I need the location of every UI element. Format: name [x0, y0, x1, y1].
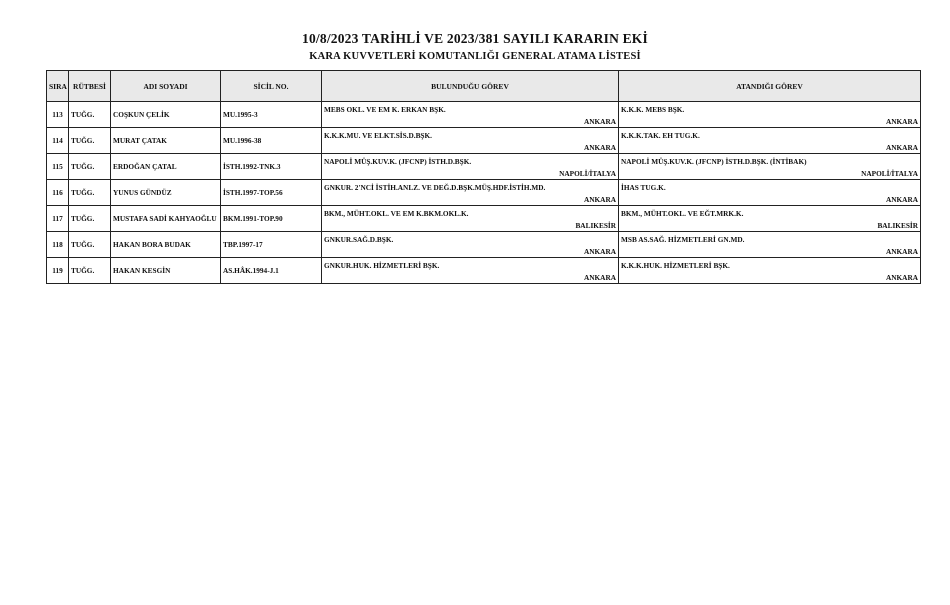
bulundugu-gorev-text: GNKUR.SAĞ.D.BŞK.: [324, 235, 394, 244]
table-row: [47, 258, 921, 284]
table-header-row: [47, 71, 921, 102]
atandigi-gorev-text: K.K.K.HUK. HİZMETLERİ BŞK.: [621, 261, 730, 270]
bulundugu-gorev-city: BALIKESİR: [575, 221, 616, 230]
cell-bulundugu-gorev: [322, 258, 619, 284]
cell-rutbe: TUĞG.: [69, 258, 111, 284]
header-sira: SIRA: [47, 71, 69, 102]
table-row: [47, 154, 921, 180]
cell-atandigi-gorev: [619, 102, 921, 128]
bulundugu-gorev-city: ANKARA: [583, 195, 616, 204]
cell-sicil-no: İSTH.1997-TOP.56: [221, 180, 322, 206]
table-row: [47, 232, 921, 258]
cell-ad-soyadi: [111, 206, 221, 232]
atandigi-gorev-city: NAPOLİ/İTALYA: [861, 169, 918, 178]
bulundugu-gorev-text: K.K.K.MU. VE ELKT.SİS.D.BŞK.: [324, 131, 432, 140]
assignment-table: [46, 70, 921, 284]
bulundugu-gorev-city: NAPOLİ/İTALYA: [559, 169, 616, 178]
atandigi-gorev-city: ANKARA: [885, 117, 918, 126]
cell-sira: 113: [47, 102, 69, 128]
cell-sira: 119: [47, 258, 69, 284]
cell-sira: 115: [47, 154, 69, 180]
bulundugu-gorev-text: MEBS OKL. VE EM K. ERKAN BŞK.: [324, 105, 446, 114]
atandigi-gorev-city: ANKARA: [885, 247, 918, 256]
bulundugu-gorev-text: NAPOLİ MÜŞ.KUV.K. (JFCNP) İSTH.D.BŞK.: [324, 157, 472, 166]
cell-sicil-no: TBP.1997-17: [221, 232, 322, 258]
header-ad-soyadi: ADI SOYADI: [111, 71, 221, 102]
atandigi-gorev-city: ANKARA: [885, 195, 918, 204]
cell-sicil-no: MU.1996-38: [221, 128, 322, 154]
cell-atandigi-gorev: [619, 154, 921, 180]
table-row: [47, 102, 921, 128]
atandigi-gorev-city: ANKARA: [885, 143, 918, 152]
header-bulundugu-gorev: BULUNDUĞU GÖREV: [322, 71, 619, 102]
cell-ad-soyadi: MURAT ÇATAK: [111, 128, 221, 154]
cell-sira: 114: [47, 128, 69, 154]
cell-sicil-no: BKM.1991-TOP.90: [221, 206, 322, 232]
bulundugu-gorev-city: ANKARA: [583, 247, 616, 256]
document-subtitle: KARA KUVVETLERİ KOMUTANLIĞI GENERAL ATAMA LİSTESİ: [309, 51, 641, 62]
header-rutbe: RÜTBESİ: [69, 71, 111, 102]
cell-sicil-no: AS.HÂK.1994-J.1: [221, 258, 322, 284]
cell-sira: 116: [47, 180, 69, 206]
cell-ad-soyadi: HAKAN KESGİN: [111, 258, 221, 284]
cell-bulundugu-gorev: [322, 128, 619, 154]
cell-rutbe: TUĞG.: [69, 180, 111, 206]
ad-soyadi-text: MUSTAFA SADİ KAHYAOĞLU: [113, 214, 217, 223]
atandigi-gorev-text: BKM., MÜHT.OKL. VE EĞT.MRK.K.: [621, 209, 744, 218]
atandigi-gorev-text: İHAS TUG.K.: [621, 183, 666, 192]
cell-atandigi-gorev: [619, 232, 921, 258]
atandigi-gorev-city: BALIKESİR: [877, 221, 918, 230]
atandigi-gorev-city: ANKARA: [885, 273, 918, 282]
cell-sicil-no: MU.1995-3: [221, 102, 322, 128]
header-sicil-no: SİCİL NO.: [221, 71, 322, 102]
cell-atandigi-gorev: [619, 206, 921, 232]
bulundugu-gorev-text: GNKUR.HUK. HİZMETLERİ BŞK.: [324, 261, 440, 270]
cell-bulundugu-gorev: [322, 154, 619, 180]
cell-rutbe: TUĞG.: [69, 128, 111, 154]
bulundugu-gorev-city: ANKARA: [583, 143, 616, 152]
table-row: [47, 180, 921, 206]
cell-sicil-no: İSTH.1992-TNK.3: [221, 154, 322, 180]
bulundugu-gorev-city: ANKARA: [583, 273, 616, 282]
cell-sira: 118: [47, 232, 69, 258]
cell-rutbe: TUĞG.: [69, 102, 111, 128]
document-title: 10/8/2023 TARİHLİ VE 2023/381 SAYILI KARARIN EKİ: [302, 31, 648, 46]
cell-rutbe: TUĞG.: [69, 206, 111, 232]
cell-ad-soyadi: HAKAN BORA BUDAK: [111, 232, 221, 258]
cell-atandigi-gorev: [619, 128, 921, 154]
cell-bulundugu-gorev: [322, 206, 619, 232]
cell-bulundugu-gorev: [322, 102, 619, 128]
table-row: [47, 206, 921, 232]
atandigi-gorev-text: MSB AS.SAĞ. HİZMETLERİ GN.MD.: [621, 235, 745, 244]
bulundugu-gorev-text: GNKUR. 2'NCİ İSTİH.ANLZ. VE DEĞ.D.BŞK.MÜŞ.HDF.İSTİH.MD.: [324, 183, 546, 192]
bulundugu-gorev-text: BKM., MÜHT.OKL. VE EM K.BKM.OKL.K.: [324, 209, 469, 218]
cell-bulundugu-gorev: [322, 232, 619, 258]
cell-sira: 117: [47, 206, 69, 232]
atandigi-gorev-text: K.K.K.TAK. EH TUG.K.: [621, 131, 700, 140]
atandigi-gorev-text: K.K.K. MEBS BŞK.: [621, 105, 685, 114]
cell-atandigi-gorev: [619, 180, 921, 206]
atandigi-gorev-text: NAPOLİ MÜŞ.KUV.K. (JFCNP) İSTH.D.BŞK. (İNTİBAK): [621, 157, 807, 166]
bulundugu-gorev-city: ANKARA: [583, 117, 616, 126]
cell-atandigi-gorev: [619, 258, 921, 284]
cell-bulundugu-gorev: [322, 180, 619, 206]
cell-ad-soyadi: ERDOĞAN ÇATAL: [111, 154, 221, 180]
table-row: [47, 128, 921, 154]
cell-ad-soyadi: COŞKUN ÇELİK: [111, 102, 221, 128]
header-atandigi-gorev: ATANDIĞI GÖREV: [619, 71, 921, 102]
cell-rutbe: TUĞG.: [69, 154, 111, 180]
cell-rutbe: TUĞG.: [69, 232, 111, 258]
cell-ad-soyadi: YUNUS GÜNDÜZ: [111, 180, 221, 206]
